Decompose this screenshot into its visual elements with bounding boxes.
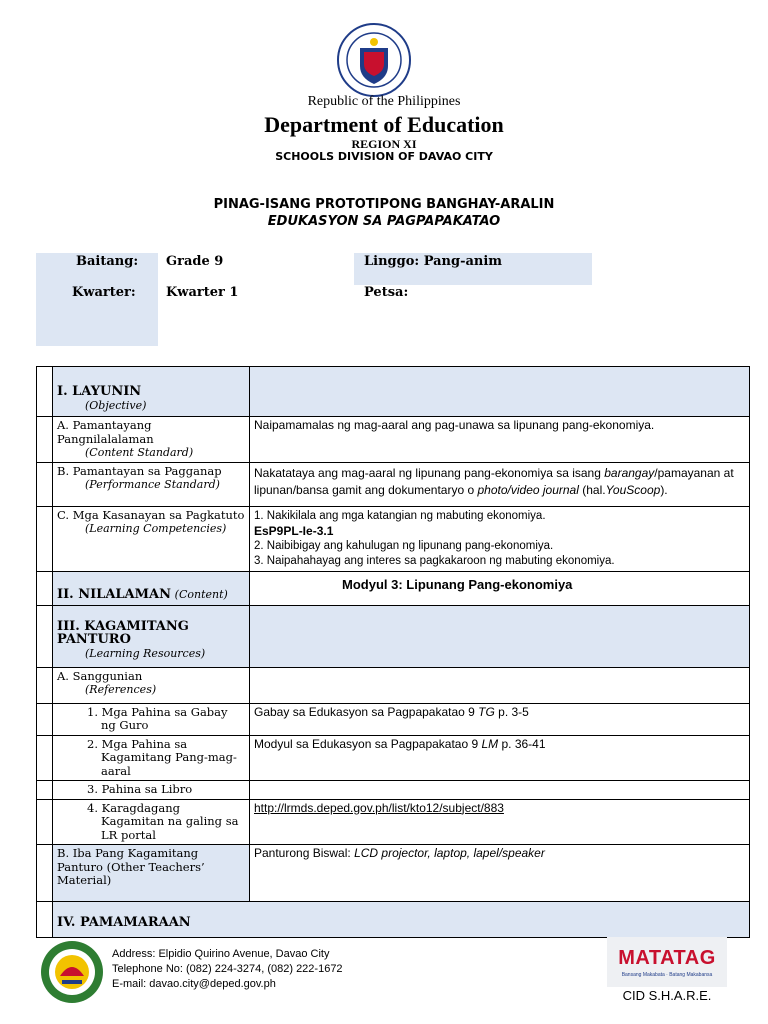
table-row <box>37 506 750 571</box>
competencies-subtitle: (Learning Competencies) <box>85 522 227 535</box>
section-layunin-subtitle: (Objective) <box>85 398 147 412</box>
matatag-wordmark: MATATAG <box>618 947 716 969</box>
competency-item-3: 3. Naipahahayag ang interes sa pagkakaroon ng mabuting ekonomiya. <box>254 554 615 567</box>
performance-text-italic: photo/video journal <box>477 482 579 497</box>
references-subtitle: (References) <box>85 683 157 696</box>
section-pamamaraan-title: IV. PAMAMARAAN <box>57 915 191 930</box>
kwarter-value: Kwarter 1 <box>166 285 239 300</box>
competency-code: EsP9PL-Ie-3.1 <box>254 523 334 538</box>
cid-share-text: CID S.H.A.R.E. <box>622 988 712 1003</box>
references-label: A. Sanggunian <box>57 668 143 683</box>
section-nilalaman-row <box>37 571 750 605</box>
other-materials-italic: LCD projector, laptop, lapel/speaker <box>354 846 545 860</box>
davao-division-logo <box>40 940 104 1004</box>
baitang-label: Baitang: <box>76 254 139 269</box>
footer-address: Address: Elpidio Quirino Avenue, Davao City <box>112 948 330 960</box>
competency-item-1: 1. Nakikilala ang mga katangian ng mabuting ekonomiya. <box>254 509 546 522</box>
linggo-label: Linggo: Pang-anim <box>364 254 503 269</box>
subject-title: EDUKASYON SA PAGPAPAKATAO <box>267 214 501 229</box>
lesson-plan-title: PINAG-ISANG PROTOTIPONG BANGHAY-ARALIN <box>213 197 555 212</box>
section-layunin-row <box>37 367 750 417</box>
learner-material-pages: p. 36-41 <box>498 736 546 751</box>
baitang-value: Grade 9 <box>166 254 224 269</box>
performance-text-part: /pamayanan at lipunan/bansa gamit ang dokumentaryo o <box>254 465 734 497</box>
section-layunin-title: I. LAYUNIN <box>57 384 142 399</box>
section-nilalaman-subtitle: (Content) <box>174 587 228 601</box>
section-pamamaraan-row <box>37 902 750 938</box>
footer-email: E-mail: davao.city@deped.gov.ph <box>112 978 276 990</box>
learner-material-text: Modyul sa Edukasyon sa Pagpapakatao 9 <box>254 736 482 751</box>
performance-text-part: (hal. <box>578 482 606 497</box>
teacher-guide-italic: TG <box>478 704 495 719</box>
table-row <box>37 735 750 781</box>
teacher-guide-label: 1. Mga Pahina sa Gabay ng Guro <box>87 704 228 732</box>
footer-telephone: Telephone No: (082) 224-3274, (082) 222-1672 <box>112 963 343 975</box>
content-standard-label: A. Pamantayang Pangnilalalaman <box>57 418 154 446</box>
competency-item-2: 2. Naibibigay ang kahulugan ng lipunang pang-ekonomiya. <box>254 539 554 552</box>
petsa-label: Petsa: <box>364 285 409 300</box>
performance-text-italic: barangay <box>604 465 655 480</box>
learner-material-italic: LM <box>481 736 499 751</box>
footer-address-block <box>112 947 343 992</box>
table-row <box>37 703 750 735</box>
module-title: Modyul 3: Lipunang Pang-ekonomiya <box>342 576 573 592</box>
performance-standard-subtitle: (Performance Standard) <box>85 478 220 491</box>
region-text: REGION XI <box>351 137 417 151</box>
table-row <box>37 417 750 463</box>
table-row <box>37 799 750 845</box>
section-kagamitan-title: III. KAGAMITANG PANTURO <box>57 618 189 647</box>
content-standard-subtitle: (Content Standard) <box>85 446 194 459</box>
department-title: Department of Education <box>264 112 504 137</box>
teacher-guide-pages: p. 3-5 <box>494 704 529 719</box>
other-materials-label: B. Iba Pang Kagamitang Panturo (Other Teachers’ Material) <box>57 846 205 887</box>
deped-seal-logo <box>336 22 412 98</box>
table-row <box>37 462 750 506</box>
lr-portal-label: 4. Karagdagang Kagamitan na galing sa LR portal <box>87 800 239 842</box>
performance-text-part: Nakatataya ang mag-aaral ng lipunang pang-ekonomiya sa isang <box>254 465 605 480</box>
content-standard-text: Naipamamalas ng mag-aaral ang pag-unawa sa lipunang pang-ekonomiya. <box>250 417 750 463</box>
matatag-logo <box>607 937 727 987</box>
division-text: SCHOOLS DIVISION OF DAVAO CITY <box>275 150 493 163</box>
lesson-plan-table <box>36 366 750 938</box>
matatag-tagline: Bansang Makabata · Batang Makabansa <box>621 972 713 978</box>
performance-text-italic: YouScoop <box>605 482 661 497</box>
kwarter-label: Kwarter: <box>72 285 136 300</box>
lr-portal-link[interactable]: http://lrmds.deped.gov.ph/list/kto12/subject/883 <box>254 800 504 815</box>
textbook-label: 3. Pahina sa Libro <box>87 782 193 796</box>
teacher-guide-text: Gabay sa Edukasyon sa Pagpapakatao 9 <box>254 704 479 719</box>
performance-text-part: ). <box>660 482 668 497</box>
republic-text: Republic of the Philippines <box>307 94 461 109</box>
competencies-label: C. Mga Kasanayan sa Pagkatuto <box>57 507 245 522</box>
learner-material-label: 2. Mga Pahina sa Kagamitang Pang-mag-aaral <box>87 736 237 778</box>
section-kagamitan-row <box>37 605 750 667</box>
table-row <box>37 781 750 800</box>
section-nilalaman-title: II. NILALAMAN <box>57 586 171 602</box>
section-kagamitan-subtitle: (Learning Resources) <box>85 646 206 660</box>
other-materials-text: Panturong Biswal: <box>254 846 355 860</box>
table-row <box>37 667 750 703</box>
performance-standard-label: B. Pamantayan sa Pagganap <box>57 463 222 478</box>
performance-standard-text <box>250 462 750 506</box>
table-row <box>37 845 750 902</box>
